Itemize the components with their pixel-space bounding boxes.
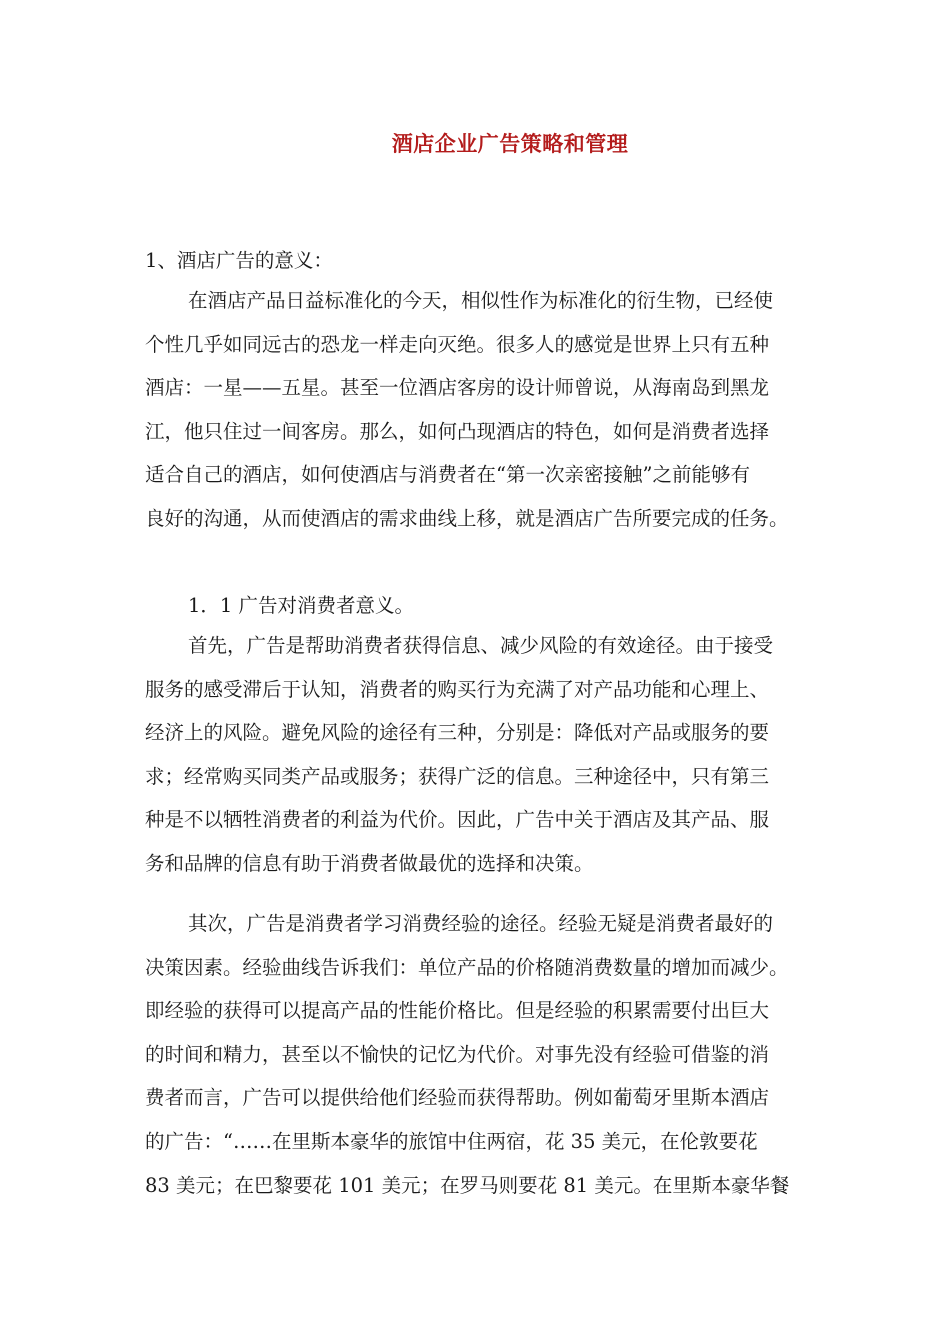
paragraph-line: 个性几乎如同远古的恐龙一样走向灭绝。很多人的感觉是世界上只有五种	[145, 332, 770, 356]
paragraph-line: 酒店：一星——五星。甚至一位酒店客房的设计师曾说，从海南岛到黑龙	[145, 376, 770, 400]
paragraph-line: 即经验的获得可以提高产品的性能价格比。但是经验的积累需要付出巨大	[145, 999, 770, 1023]
paragraph-line: 决策因素。经验曲线告诉我们：单位产品的价格随消费数量的增加而减少。	[145, 955, 789, 979]
paragraph-line: 其次，广告是消费者学习消费经验的途径。经验无疑是消费者最好的	[188, 912, 774, 935]
paragraph-line: 适合自己的酒店，如何使酒店与消费者在“第一次亲密接触”之前能够有	[145, 463, 750, 487]
document-title: 酒店企业广告策略和管理	[391, 131, 629, 156]
paragraph-line: 务和品牌的信息有助于消费者做最优的选择和决策。	[145, 851, 594, 875]
paragraph-line: 费者而言，广告可以提供给他们经验而获得帮助。例如葡萄牙里斯本酒店	[145, 1086, 770, 1110]
paragraph-line: 江，他只住过一间客房。那么，如何凸现酒店的特色，如何是消费者选择	[145, 419, 770, 443]
paragraph-line: 83 美元；在巴黎要花 101 美元；在罗马则要花 81 美元。在里斯本豪华餐	[145, 1173, 790, 1197]
paragraph	[145, 902, 875, 1207]
paragraph-line: 种是不以牺牲消费者的利益为代价。因此，广告中关于酒店及其产品、服	[145, 808, 770, 832]
section-heading: 1、酒店广告的意义：	[145, 249, 333, 272]
paragraph-line: 求；经常购买同类产品或服务；获得广泛的信息。三种途径中，只有第三	[145, 764, 770, 788]
paragraph-line: 首先，广告是帮助消费者获得信息、减少风险的有效途径。由于接受	[188, 634, 774, 657]
paragraph-line: 的时间和精力，甚至以不愉快的记忆为代价。对事先没有经验可借鉴的消	[145, 1042, 770, 1066]
paragraph	[145, 624, 875, 886]
paragraph-line: 的广告：“……在里斯本豪华的旅馆中住两宿，花 35 美元，在伦敦要花	[145, 1129, 758, 1153]
paragraph-line: 良好的沟通，从而使酒店的需求曲线上移，就是酒店广告所要完成的任务。	[145, 506, 789, 530]
paragraph-line: 在酒店产品日益标准化的今天，相似性作为标准化的衍生物，已经使	[188, 289, 774, 312]
paragraph	[145, 279, 875, 541]
paragraph-line: 经济上的风险。避免风险的途径有三种，分别是：降低对产品或服务的要	[145, 721, 770, 745]
subsection-heading: 1．1 广告对消费者意义。	[188, 594, 415, 617]
paragraph-line: 服务的感受滞后于认知，消费者的购买行为充满了对产品功能和心理上、	[145, 677, 770, 701]
